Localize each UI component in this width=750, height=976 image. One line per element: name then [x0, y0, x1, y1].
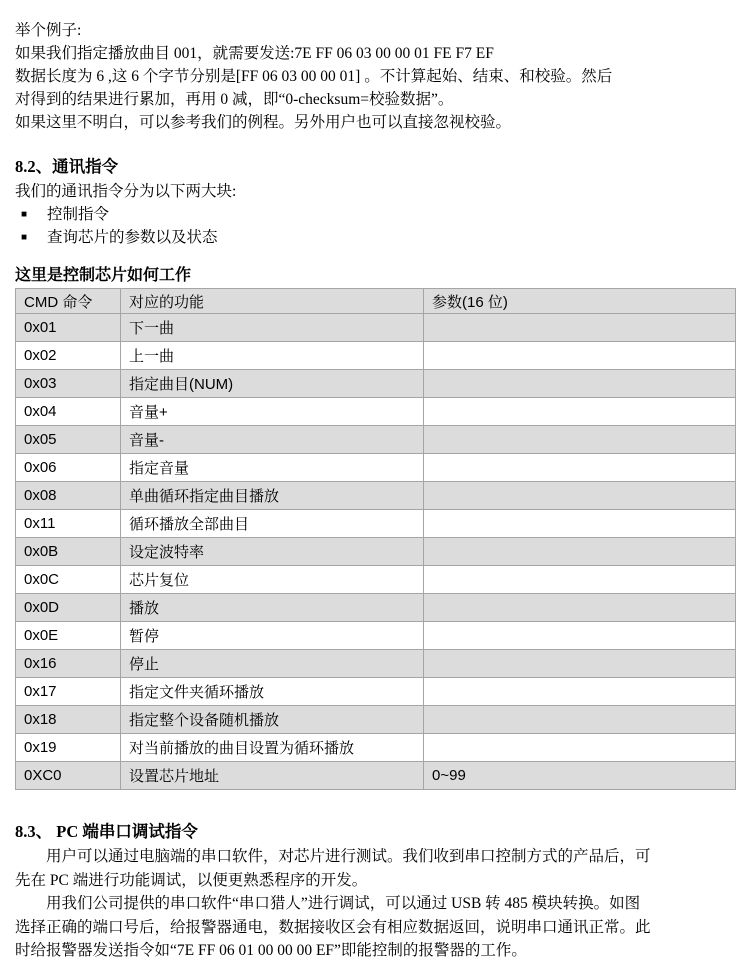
- param-cell: [424, 594, 736, 622]
- table-row: [16, 538, 736, 566]
- table-row: [16, 650, 736, 678]
- bullet-square-icon: ■: [21, 209, 28, 220]
- table-row: [16, 622, 736, 650]
- bullet-label: 控制指令: [47, 206, 110, 223]
- cmd-cell: 0x19: [16, 734, 121, 762]
- table-header-row: [16, 289, 736, 314]
- cmd-cell: 0x02: [16, 342, 121, 370]
- table-row: [16, 482, 736, 510]
- table-row: [16, 454, 736, 482]
- param-cell: [424, 454, 736, 482]
- cmd-cell: 0x08: [16, 482, 121, 510]
- intro-line: 对得到的结果进行累加，再用 0 减，即“0-checksum=校验数据”。: [15, 91, 454, 108]
- intro-block: [15, 19, 735, 134]
- cmd-cell: 0x01: [16, 314, 121, 342]
- cmd-cell: 0x0D: [16, 594, 121, 622]
- cmd-cell: 0x04: [16, 398, 121, 426]
- param-cell: [424, 426, 736, 454]
- function-cell: 设置芯片地址: [121, 762, 424, 790]
- table-row: [16, 370, 736, 398]
- param-cell: [424, 678, 736, 706]
- param-cell: [424, 734, 736, 762]
- param-cell: [424, 706, 736, 734]
- cmd-cell: 0x0E: [16, 622, 121, 650]
- bullet-label: 查询芯片的参数以及状态: [47, 229, 218, 246]
- table-row: [16, 706, 736, 734]
- cmd-cell: 0x05: [16, 426, 121, 454]
- table-body: [16, 314, 736, 790]
- section-8-2-lead: 我们的通讯指令分为以下两大块:: [15, 183, 237, 200]
- table-caption: 这里是控制芯片如何工作: [15, 267, 192, 284]
- intro-line: 如果我们指定播放曲目 001，就需要发送:7E FF 06 03 00 00 01 FE F7 EF: [15, 45, 494, 62]
- param-cell: [424, 650, 736, 678]
- function-cell: 芯片复位: [121, 566, 424, 594]
- paragraph-line: 先在 PC 端进行功能调试，以便更熟悉程序的开发。: [15, 871, 368, 889]
- bullet-item: [15, 203, 735, 226]
- function-cell: 音量-: [121, 426, 424, 454]
- cmd-cell: 0x16: [16, 650, 121, 678]
- intro-line: 如果这里不明白，可以参考我们的例程。另外用户也可以直接忽视校验。: [15, 114, 512, 131]
- param-cell: 0~99: [424, 762, 736, 790]
- cmd-cell: 0x03: [16, 370, 121, 398]
- cmd-cell: 0x0B: [16, 538, 121, 566]
- paragraph-line: 用我们公司提供的串口软件“串口猎人”进行调试，可以通过 USB 转 485 模块转换。如图: [15, 895, 641, 912]
- function-cell: 指定曲目(NUM): [121, 370, 424, 398]
- bullet-square-icon: ■: [21, 232, 28, 243]
- function-cell: 下一曲: [121, 314, 424, 342]
- table-row: [16, 566, 736, 594]
- section-8-3-heading: 8.3、 PC 端串口调试指令: [15, 822, 198, 841]
- header-cell-cmd: CMD 命令: [16, 289, 121, 314]
- function-cell: 上一曲: [121, 342, 424, 370]
- cmd-cell: 0x0C: [16, 566, 121, 594]
- section-8-3-paragraphs: [15, 845, 735, 963]
- table-row: [16, 734, 736, 762]
- cmd-cell: 0x06: [16, 454, 121, 482]
- cmd-cell: 0x18: [16, 706, 121, 734]
- function-cell: 循环播放全部曲目: [121, 510, 424, 538]
- table-row: [16, 762, 736, 790]
- param-cell: [424, 510, 736, 538]
- param-cell: [424, 398, 736, 426]
- paragraph-line: 时给报警器发送指令如“7E FF 06 01 00 00 00 EF”即能控制的报警器的工作。: [15, 942, 527, 959]
- intro-line: 举个例子:: [15, 22, 82, 39]
- control-command-table: [15, 288, 736, 790]
- function-cell: 播放: [121, 594, 424, 622]
- function-cell: 指定文件夹循环播放: [121, 678, 424, 706]
- header-cell-function: 对应的功能: [121, 289, 424, 314]
- param-cell: [424, 566, 736, 594]
- bullet-list: [15, 203, 735, 249]
- table-row: [16, 342, 736, 370]
- cmd-cell: 0x11: [16, 510, 121, 538]
- function-cell: 指定音量: [121, 454, 424, 482]
- param-cell: [424, 622, 736, 650]
- table-row: [16, 426, 736, 454]
- header-cell-param: 参数(16 位): [424, 289, 736, 314]
- cmd-cell: 0x17: [16, 678, 121, 706]
- table-row: [16, 314, 736, 342]
- function-cell: 音量+: [121, 398, 424, 426]
- table-row: [16, 594, 736, 622]
- bullet-item: [15, 226, 735, 249]
- param-cell: [424, 538, 736, 566]
- function-cell: 单曲循环指定曲目播放: [121, 482, 424, 510]
- paragraph-line: 用户可以通过电脑端的串口软件，对芯片进行测试。我们收到串口控制方式的产品后，可: [15, 848, 651, 865]
- table-row: [16, 510, 736, 538]
- param-cell: [424, 314, 736, 342]
- function-cell: 指定整个设备随机播放: [121, 706, 424, 734]
- param-cell: [424, 342, 736, 370]
- function-cell: 设定波特率: [121, 538, 424, 566]
- function-cell: 停止: [121, 650, 424, 678]
- param-cell: [424, 482, 736, 510]
- section-8-2-heading: 8.2、通讯指令: [15, 157, 119, 176]
- table-row: [16, 678, 736, 706]
- param-cell: [424, 370, 736, 398]
- function-cell: 对当前播放的曲目设置为循环播放: [121, 734, 424, 762]
- function-cell: 暂停: [121, 622, 424, 650]
- paragraph-line: 选择正确的端口号后，给报警器通电，数据接收区会有相应数据返回，说明串口通讯正常。此: [15, 918, 651, 936]
- cmd-cell: 0XC0: [16, 762, 121, 790]
- intro-line: 数据长度为 6 ,这 6 个字节分别是[FF 06 03 00 00 01] 。不计算起始、结束、和校验。然后: [15, 68, 613, 85]
- table-row: [16, 398, 736, 426]
